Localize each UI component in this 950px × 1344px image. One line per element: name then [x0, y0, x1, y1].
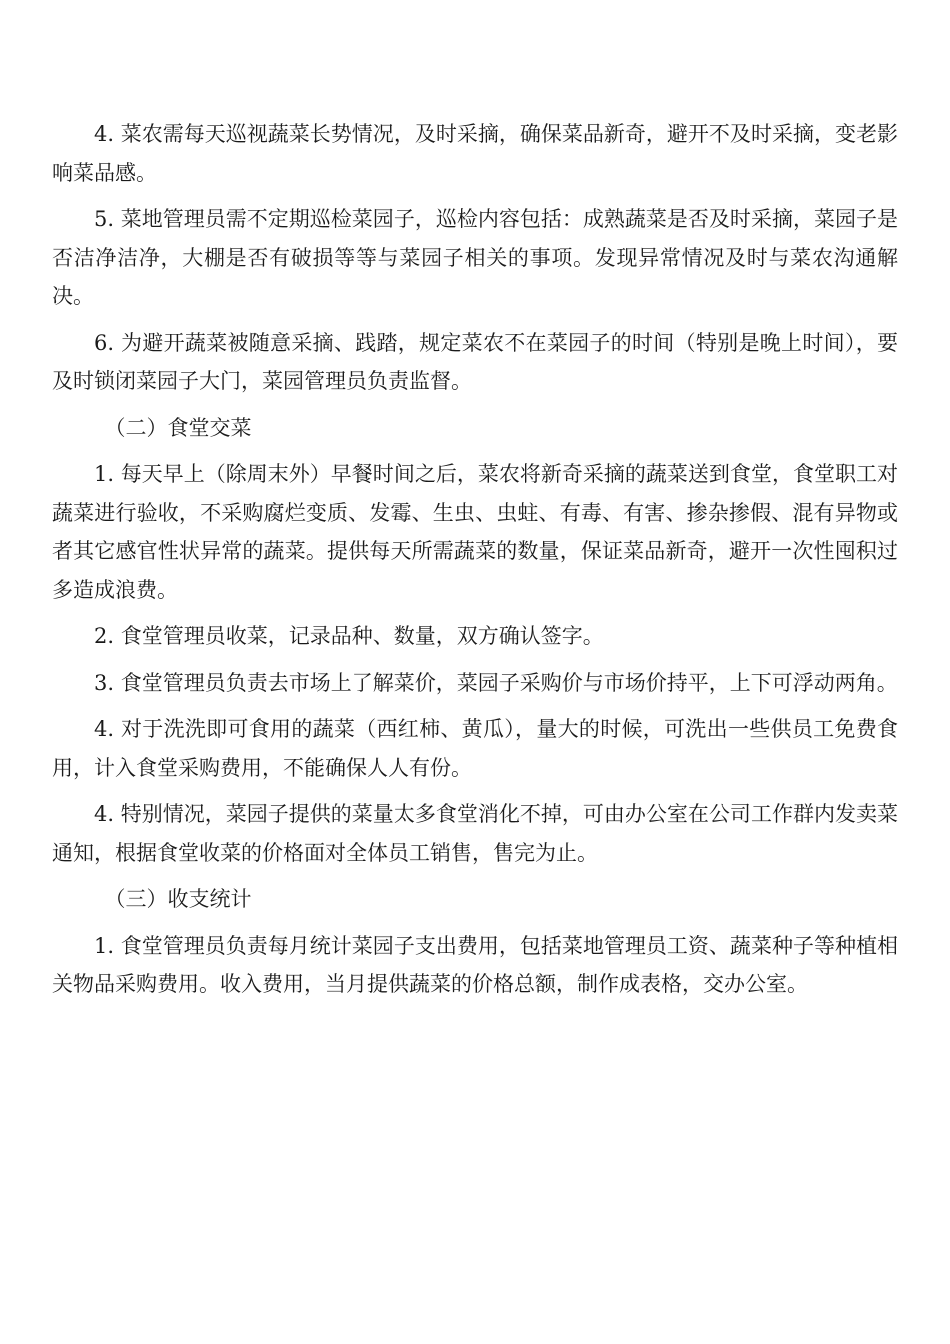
paragraph-item-4-special-sale: 4. 特别情况，菜园子提供的菜量太多食堂消化不掉，可由办公室在公司工作群内发卖菜通知，根据食堂收菜的价格面对全体员工销售，售完为止。	[52, 802, 898, 865]
paragraph-item-6-lock-gate: 6. 为避开蔬菜被随意采摘、践踏，规定菜农不在菜园子的时间（特别是晚上时间），要及时锁闭菜园子大门，菜园管理员负责监督。	[52, 330, 898, 393]
document-body	[52, 115, 898, 1012]
paragraph-item-4-free-eating: 4. 对于洗洗即可食用的蔬菜（西红柿、黄瓜），量大的时候，可洗出一些供员工免费食用，计入食堂采购费用，不能确保人人有份。	[52, 717, 898, 780]
paragraph-item-1-morning-delivery: 1. 每天早上（除周末外）早餐时间之后，菜农将新奇采摘的蔬菜送到食堂，食堂职工对蔬菜进行验收，不采购腐烂变质、发霉、生虫、虫蛀、有毒、有害、掺杂掺假、混有异物或者其它感官性状异常的蔬菜。提供每天所需蔬菜的数量，保证菜品新奇，避开一次性囤积过多造成浪费。	[52, 462, 898, 602]
paragraph-item-1-monthly-statistics: 1. 食堂管理员负责每月统计菜园子支出费用，包括菜地管理员工资、蔬菜种子等种植相关物品采购费用。收入费用，当月提供蔬菜的价格总额，制作成表格，交办公室。	[52, 933, 898, 996]
paragraph-item-5-manager-inspection: 5. 菜地管理员需不定期巡检菜园子，巡检内容包括：成熟蔬菜是否及时采摘，菜园子是否洁净洁净，大棚是否有破损等等与菜园子相关的事项。发现异常情况及时与菜农沟通解决。	[52, 207, 898, 308]
paragraph-item-2-record: 2. 食堂管理员收菜，记录品种、数量，双方确认签字。	[94, 624, 604, 648]
section-heading-canteen-delivery: （二）食堂交菜	[104, 415, 252, 440]
paragraph-item-3-market-price: 3. 食堂管理员负责去市场上了解菜价，菜园子采购价与市场价持平，上下可浮动两角。	[94, 670, 898, 695]
section-heading-income-expense: （三）收支统计	[104, 887, 252, 911]
paragraph-item-4-daily-inspection: 4. 菜农需每天巡视蔬菜长势情况，及时采摘，确保菜品新奇，避开不及时采摘，变老影响菜品感。	[52, 122, 898, 185]
